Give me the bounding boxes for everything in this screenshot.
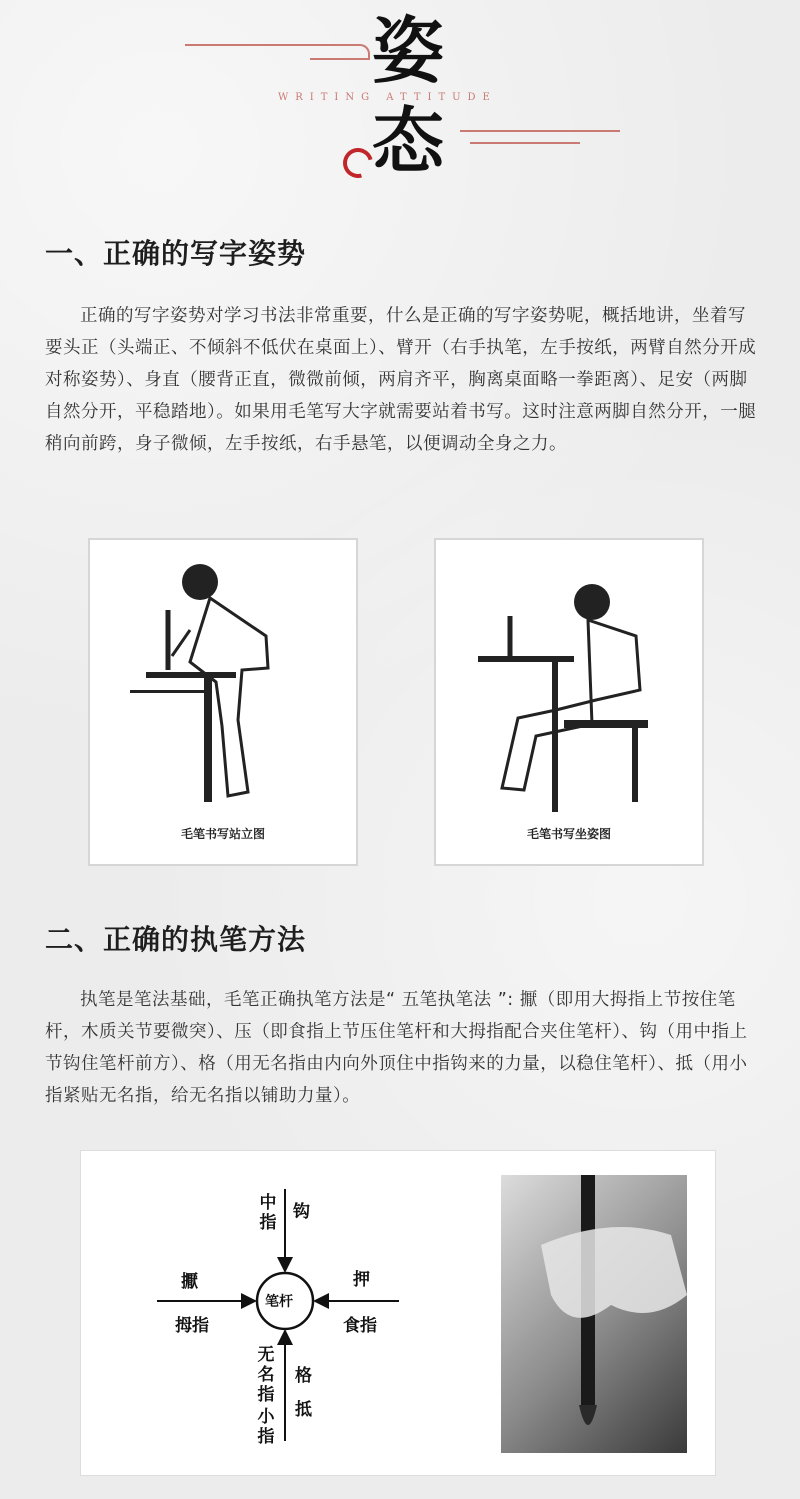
standing-posture-figure: [88, 538, 358, 866]
grip-left-finger: 拇指: [175, 1316, 209, 1336]
decor-line-bottom: [460, 130, 620, 132]
grip-bottom-action-2: 抵: [295, 1400, 312, 1420]
seated-posture-figure: [434, 538, 704, 866]
title-char-attitude: 态: [372, 98, 445, 183]
grip-center-label: 笔杆: [265, 1294, 293, 1310]
decor-line-top: [185, 44, 360, 46]
section-1-heading: 一、正确的写字姿势: [45, 237, 307, 270]
title-char-posture: 姿: [372, 8, 445, 93]
header-subtitle: WRITING ATTITUDE: [278, 92, 497, 103]
section-2-heading: 二、正确的执笔方法: [45, 923, 307, 956]
grip-right-action: 押: [353, 1270, 370, 1290]
standing-figure-caption: 毛笔书写站立图: [180, 827, 265, 841]
seated-figure-caption: 毛笔书写坐姿图: [526, 827, 611, 841]
grip-top-finger: 中指: [259, 1193, 277, 1233]
grip-right-finger: 食指: [343, 1316, 377, 1336]
section-2-paragraph: [45, 984, 757, 1112]
decor-line-bottom-short: [470, 142, 580, 144]
seated-figure-illustration: [436, 540, 702, 864]
hand-holding-brush-photo: [501, 1175, 687, 1453]
section-1-paragraph: [45, 300, 757, 460]
standing-figure-illustration: [90, 540, 356, 864]
section-1-text: 正确的写字姿势对学习书法非常重要，什么是正确的写字姿势呢，概括地讲，坐着写要头正（头端正、不倾斜不低伏在桌面上）、臂开（右手执笔，左手按纸，两臂自然分开成对称姿势）、身直（腰背正直，微微前倾，两肩齐平，胸离桌面略一拳距离）、足安（两脚自然分开，平稳踏地）。如果用毛笔写大字就需要站着书写。这时注意两脚自然分开，一腿稍向前跨，身子微倾，左手按纸，右手悬笔，以便调动全身之力。: [45, 306, 757, 454]
brush-illustration: [501, 1175, 687, 1453]
five-finger-grip-diagram: [80, 1150, 716, 1476]
grip-top-action: 钩: [293, 1202, 310, 1222]
grip-little-finger: 小指: [257, 1407, 275, 1447]
header-banner: [0, 0, 800, 200]
decor-curl-top: [338, 44, 370, 60]
grip-ring-finger: 无名指: [257, 1345, 275, 1405]
grip-left-action: 擫: [181, 1272, 198, 1292]
section-2-text: 执笔是笔法基础，毛笔正确执笔方法是“ 五笔执笔法 ”: 擫（即用大拇指上节按住笔杆，木质关节要微突）、压（即食指上节压住笔杆和大拇指配合夹住笔杆）、钩（用中指上节钩住笔杆前方）、格（用无名指由内向外顶住中指钩来的力量，以稳住笔杆）、抵（用小指紧贴无名指，给无名指以铺助力量）。: [45, 990, 748, 1106]
grip-bottom-action-1: 格: [295, 1366, 312, 1386]
